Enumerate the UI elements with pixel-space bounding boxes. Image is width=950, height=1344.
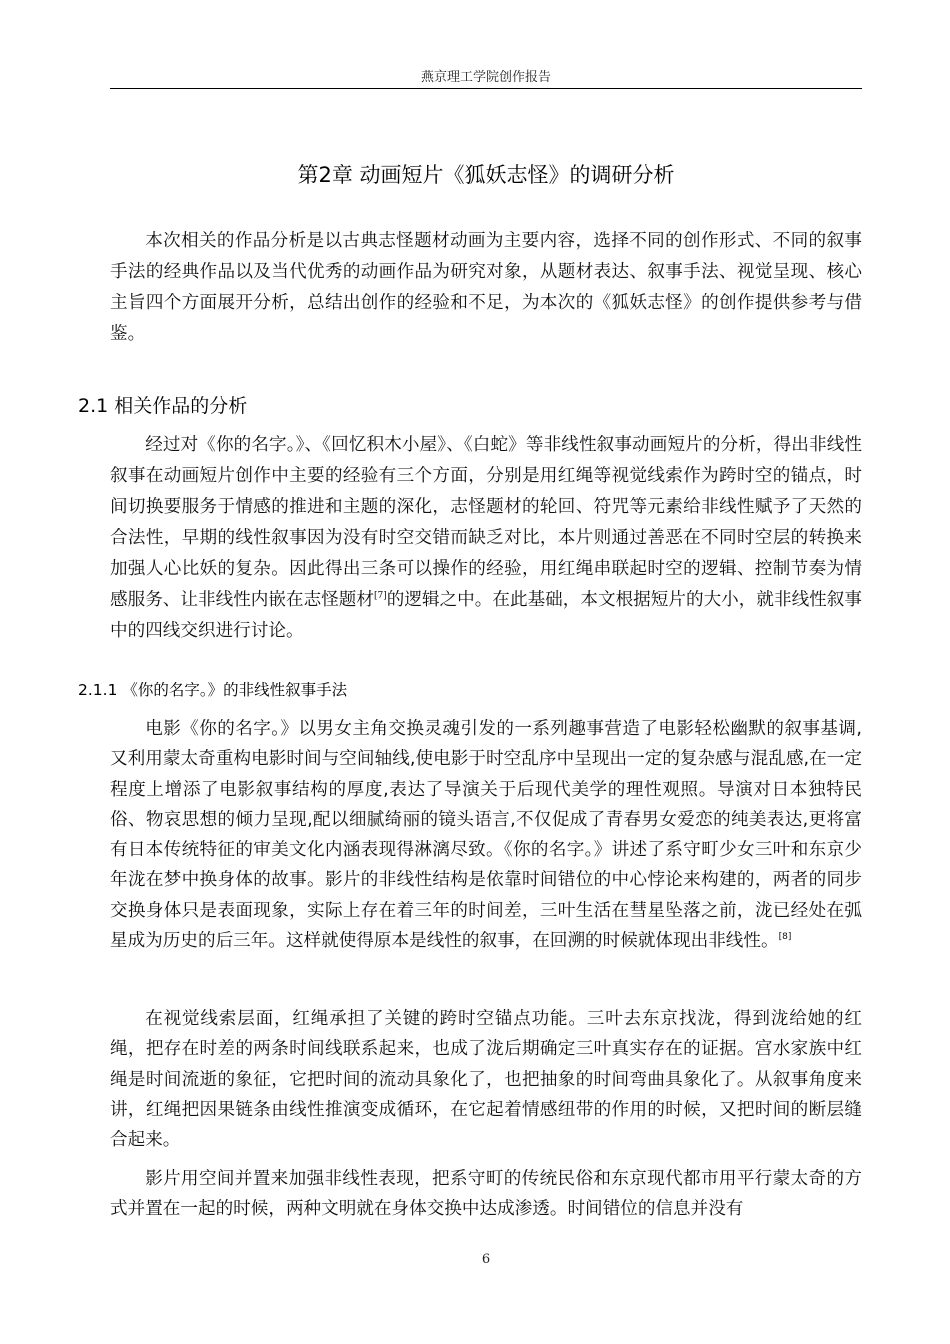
header-divider [110, 88, 862, 89]
body-paragraph-3: 影片用空间并置来加强非线性表现，把系守町的传统民俗和东京现代都市用平行蒙太奇的方式并置在一起的时候，两种文明就在身体交换中达成渗透。时间错位的信息并没有 [110, 1169, 862, 1220]
body-paragraph-1-text: 电影《你的名字。》以男女主角交换灵魂引发的一系列趣事营造了电影轻松幽默的叙事基调,又利用蒙太奇重构电影时间与空间轴线,使电影于时空乱序中呈现出一定的复杂感与混乱感,在一定程度上增添了电影叙事结构的厚度,表达了导演关于后现代美学的理性观照。导演对日本独特民俗、物哀思想的倾力呈现,配以细腻绮丽的镜头语言,不仅促成了青春男女爱恋的纯美表达,更将富有日本传统特征的审美文化内涵表现得淋漓尽致。《你的名字。》讲述了系守町少女三叶和东京少年泷在梦中换身体的故事。影片的非线性结构是依靠时间错位的中心悖论来构建的，两者的同步交换身体只是表面现象，实际上存在着三年的时间差，三叶生活在彗星坠落之前，泷已经处在弧星成为历史的后三年。这样就使得原本是线性的叙事，在回溯的时候就体现出非线性。 [110, 719, 862, 952]
body-paragraph-2: 在视觉线索层面，红绳承担了关键的跨时空锚点功能。三叶去东京找泷，得到泷给她的红绳，把存在时差的两条时间线联系起来，也成了泷后期确定三叶真实存在的证据。宫水家族中红绳是时间流逝的象征，它把时间的流动具象化了，也把抽象的时间弯曲具象化了。从叙事角度来讲，红绳把因果链条由线性推演变成循环，在它起着情感纽带的作用的时候，又把时间的断层缝合起来。 [110, 1009, 862, 1151]
citation-ref-7: [7] [374, 591, 387, 602]
section-2-1-text-b: 的逻辑之中。在此基础，本文根据短片的大小，就非线性叙事中的四线交织进行讨论。 [110, 590, 862, 641]
running-header: 燕京理工学院创作报告 [420, 70, 551, 85]
body-paragraph-1 [110, 714, 862, 956]
intro-paragraph: 本次相关的作品分析是以古典志怪题材动画为主要内容，选择不同的创作形式、不同的叙事手法的经典作品以及当代优秀的动画作品为研究对象，从题材表达、叙事手法、视觉呈现、核心主旨四个方面展开分析，总结出创作的经验和不足，为本次的《狐妖志怪》的创作提供参考与借鉴。 [110, 231, 862, 344]
section-heading-2-1-1: 2.1.1 《你的名字。》的非线性叙事手法 [78, 681, 348, 699]
chapter-title: 第2章 动画短片《狐妖志怪》的调研分析 [297, 163, 675, 187]
section-heading-2-1: 2.1 相关作品的分析 [78, 395, 248, 417]
section-2-1-paragraph [110, 430, 862, 647]
citation-ref-8: [8] [778, 932, 792, 943]
section-2-1-text-a: 经过对《你的名字。》、《回忆积木小屋》、《白蛇》等非线性叙事动画短片的分析，得出非线性叙事在动画短片创作中主要的经验有三个方面，分别是用红绳等视觉线索作为跨时空的锚点，时间切换要服务于情感的推进和主题的深化，志怪题材的轮回、符咒等元素给非线性赋予了天然的合法性，早期的线性叙事因为没有时空交错而缺乏对比，本片则通过善恶在不同时空层的转换来加强人心比妖的复杂。因此得出三条可以操作的经验，用红绳串联起时空的逻辑、控制节奏为情感服务、让非线性内嵌在志怪题材 [110, 435, 862, 610]
page-number: 6 [481, 1252, 491, 1267]
